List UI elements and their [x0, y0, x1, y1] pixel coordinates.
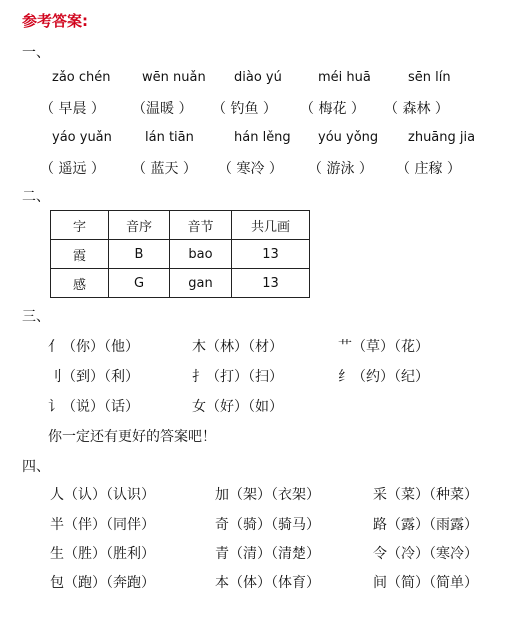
- pinyin-1-1: zǎo chén: [52, 70, 111, 85]
- hanzi-1-3: （ 钓鱼 ）: [212, 101, 277, 117]
- table-header: 音序: [109, 211, 170, 240]
- pinyin-1-4: méi huā: [318, 70, 371, 85]
- radical-item: 讠（说）（话）: [48, 399, 139, 415]
- word-item: 令（冷）（寒冷）: [373, 546, 478, 562]
- radical-item: 女（好）（如）: [192, 399, 283, 415]
- radical-item: 艹（草）（花）: [338, 339, 429, 355]
- hanzi-1-2: （温暖 ）: [132, 101, 193, 117]
- word-item: 生（胜）（胜利）: [50, 546, 155, 562]
- table-header-row: [51, 211, 310, 240]
- page-title: 参考答案:: [22, 12, 88, 30]
- pinyin-1-2: wēn nuǎn: [142, 70, 206, 85]
- pinyin-2-2: lán tiān: [145, 130, 194, 145]
- hanzi-1-4: （ 梅花 ）: [300, 101, 365, 117]
- table-cell: G: [109, 269, 170, 298]
- table-cell: 感: [51, 269, 109, 298]
- table-cell: 霞: [51, 240, 109, 269]
- hanzi-2-3: （ 寒冷 ）: [218, 161, 283, 177]
- hanzi-2-1: （ 遥远 ）: [40, 161, 105, 177]
- word-item: 奇（骑）（骑马）: [215, 517, 320, 533]
- hanzi-2-2: （ 蓝天 ）: [132, 161, 197, 177]
- pinyin-2-5: zhuāng jia: [408, 130, 476, 145]
- section-4-label: 四、: [22, 459, 50, 475]
- section-3-label: 三、: [22, 309, 50, 325]
- table-cell: bao: [170, 240, 232, 269]
- table-header: 字: [51, 211, 109, 240]
- table-cell: gan: [170, 269, 232, 298]
- radical-item: 纟（约）（纪）: [338, 369, 429, 385]
- hanzi-2-4: （ 游泳 ）: [308, 161, 373, 177]
- pinyin-2-1: yáo yuǎn: [52, 130, 112, 145]
- pinyin-2-3: hán lěng: [234, 130, 291, 145]
- encouragement-note: 你一定还有更好的答案吧！: [48, 429, 216, 445]
- table-row: [51, 269, 310, 298]
- word-item: 路（露）（雨露）: [373, 517, 478, 533]
- radical-item: 亻（你）（他）: [48, 339, 139, 355]
- section-2-label: 二、: [22, 189, 50, 205]
- table-cell: B: [109, 240, 170, 269]
- hanzi-2-5: （ 庄稼 ）: [396, 161, 461, 177]
- table-header: 共几画: [232, 211, 310, 240]
- word-item: 间（简）（简单）: [373, 575, 478, 591]
- word-item: 半（伴）（同伴）: [50, 517, 155, 533]
- hanzi-1-1: （ 早晨 ）: [40, 101, 105, 117]
- radical-item: 扌（打）（扫）: [192, 369, 283, 385]
- radical-item: 木（林）（材）: [192, 339, 283, 355]
- word-item: 本（体）（体育）: [215, 575, 320, 591]
- hanzi-1-5: （ 森林 ）: [384, 101, 449, 117]
- pinyin-2-4: yóu yǒng: [318, 130, 379, 145]
- section-1-label: 一、: [22, 45, 50, 61]
- table-header: 音节: [170, 211, 232, 240]
- table-cell: 13: [232, 240, 310, 269]
- character-table: [50, 210, 310, 298]
- word-item: 人（认）（认识）: [50, 487, 155, 503]
- pinyin-1-3: diào yú: [234, 70, 282, 85]
- table-cell: 13: [232, 269, 310, 298]
- word-item: 采（菜）（种菜）: [373, 487, 478, 503]
- word-item: 加（架）（衣架）: [215, 487, 320, 503]
- word-item: 青（清）（清楚）: [215, 546, 320, 562]
- word-item: 包（跑）（奔跑）: [50, 575, 155, 591]
- table-row: [51, 240, 310, 269]
- pinyin-1-5: sēn lín: [408, 70, 451, 85]
- radical-item: 刂（到）（利）: [48, 369, 139, 385]
